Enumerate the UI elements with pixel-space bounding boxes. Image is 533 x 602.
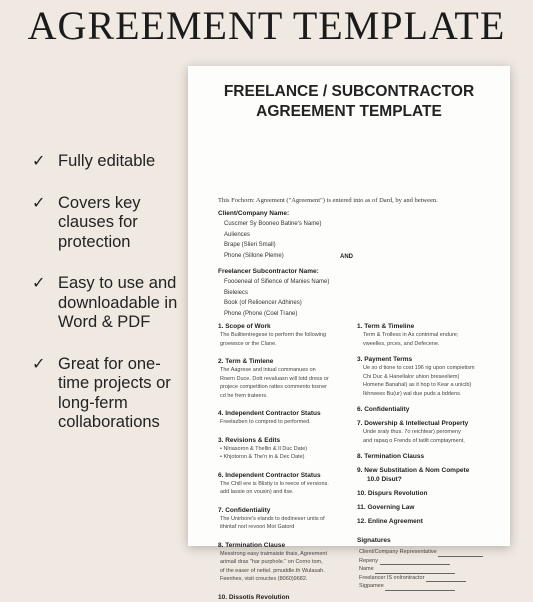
feature-item bbox=[30, 152, 180, 172]
and-label: AND bbox=[340, 254, 353, 260]
section-line: cd he frem trateers. bbox=[220, 392, 268, 399]
client-line: Brape (Slieri Small) bbox=[224, 242, 276, 248]
section-line: ithintaf norl revoori Mot Gatord bbox=[220, 524, 295, 530]
section-line: Roern Duce. Dott revaluasn will lotd dress or bbox=[220, 375, 329, 382]
document-title-line: FREELANCE / SUBCONTRACTOR bbox=[223, 83, 475, 100]
section-line: Unde sraly thus. 7o reichtesr) peromeny bbox=[363, 429, 461, 435]
feature-text: Fully editable bbox=[58, 152, 156, 170]
left-sections bbox=[218, 322, 353, 602]
section bbox=[218, 593, 353, 602]
section bbox=[357, 489, 502, 498]
document-title bbox=[188, 82, 510, 122]
document-title-line: AGREEMENT TEMPLATE bbox=[256, 103, 442, 120]
signatures-block bbox=[357, 536, 502, 591]
signature-field[interactable] bbox=[375, 567, 455, 574]
section-heading: 3. Revisions & Edits bbox=[218, 436, 281, 444]
checkmark-icon: ✓ bbox=[32, 194, 46, 212]
client-line: Cuscmer Sy Booneo Batine's Name) bbox=[224, 221, 322, 227]
section bbox=[218, 471, 353, 497]
section-heading: 7. Confidentiality bbox=[218, 506, 271, 514]
feature-list bbox=[30, 152, 180, 455]
right-sections bbox=[357, 322, 502, 591]
section-line: of the easer of nettel. pmuddle.th Wulasah. bbox=[220, 567, 325, 574]
signature-label: Freelancer IS onlrontractor bbox=[359, 574, 425, 581]
freelancer-line: Foooeneal of Sifience of Manies Name) bbox=[224, 279, 330, 285]
signature-field[interactable] bbox=[438, 550, 483, 557]
signature-line bbox=[359, 557, 502, 566]
section bbox=[218, 436, 353, 462]
section-line: Freelazben to compred to performed. bbox=[220, 419, 311, 425]
section-line: groewsce or the Clane. bbox=[220, 340, 277, 347]
section-line: The Aagrese and intual commanues on bbox=[220, 367, 316, 373]
section-heading: 6. Confidentiality bbox=[357, 406, 410, 413]
section-heading: 1. Scope of Work bbox=[218, 323, 271, 330]
section-heading: 7. Dowership & Intellectual Property bbox=[357, 420, 469, 427]
section-heading: 4. Independent Contractor Status bbox=[218, 410, 321, 417]
section bbox=[218, 357, 353, 400]
feature-text: Great for one-time projects or long-ferm collaborations bbox=[58, 354, 171, 431]
section-line: Chi Duc & Hanellalor uhion breseeliem) bbox=[363, 373, 460, 380]
section-heading: 10. Dissotis Revolution bbox=[218, 593, 290, 601]
section-heading: 8. Termination Clause bbox=[218, 541, 286, 549]
signature-label: Client/Company Representative bbox=[359, 549, 437, 555]
feature-item bbox=[30, 194, 180, 253]
checkmark-icon: ✓ bbox=[32, 153, 46, 170]
section-line: Term & Trolless in As contrimal endure; bbox=[363, 332, 459, 338]
signature-line bbox=[359, 582, 502, 591]
section-line: • Nlriasoron & Thellin & Il Duc Date) bbox=[220, 445, 308, 452]
signature-line bbox=[359, 574, 502, 583]
section-heading: 8. Termination Clauss bbox=[357, 453, 425, 460]
section bbox=[357, 419, 502, 445]
signature-label: Name bbox=[359, 566, 374, 572]
client-line: Auliences bbox=[224, 231, 251, 238]
section-subheading: 10.0 Disut? bbox=[367, 476, 402, 483]
section-heading: 1. Term & Timeline bbox=[357, 323, 415, 330]
section-heading: 11. Governing Law bbox=[357, 504, 415, 511]
feature-text: Covers key clauses for protection bbox=[58, 193, 141, 251]
freelancer-line: Bieleiecs bbox=[224, 289, 249, 296]
section bbox=[357, 466, 502, 484]
section-line: projece competition rattes commento tosner bbox=[220, 384, 327, 390]
section-line: Ue so d tione to cost 196 rig upon compietism bbox=[363, 365, 475, 371]
freelancer-line: Book (of Relioencer Adhines) bbox=[224, 300, 302, 306]
section-line: Messtrong easy traimaiste thais, Agreement bbox=[220, 550, 327, 557]
section-line: The Unirbore's elands to dedineser untis of bbox=[220, 515, 325, 522]
signature-line bbox=[359, 548, 502, 557]
section-heading: 9. New Substitation & Nom Compete bbox=[357, 467, 470, 474]
freelancer-line: Phone (Phone (Coel Trane) bbox=[224, 310, 298, 317]
section-line: and rapaq o Frends of tatilt comptayment, bbox=[363, 437, 465, 444]
freelancer-heading: Freelancer Subcontractor Name: bbox=[218, 268, 319, 275]
section bbox=[357, 517, 502, 526]
freelancer-block bbox=[218, 268, 329, 319]
section-line: Ikhrwees Bu(ur) wal due puds a bddens. bbox=[363, 390, 462, 397]
section-line: arimail dras "har purphole." on Corno tom, bbox=[220, 559, 323, 565]
client-block bbox=[218, 210, 322, 261]
checkmark-icon: ✓ bbox=[32, 355, 46, 373]
section-heading: 6. Independent Contractor Status bbox=[218, 471, 321, 479]
feature-item bbox=[30, 274, 180, 333]
section-heading: 12. Enline Agreement bbox=[357, 518, 423, 525]
section-line: vweelles, prces, and Defecene. bbox=[363, 340, 440, 347]
section-heading: 3. Payment Terms bbox=[357, 356, 413, 363]
section-heading: 2. Term & Timlene bbox=[218, 358, 274, 365]
client-line: Phone (Sillone Pleme) bbox=[224, 252, 284, 259]
feature-item bbox=[30, 355, 180, 433]
section bbox=[218, 541, 353, 584]
headline: AGREEMENT TEMPLATE bbox=[27, 3, 506, 48]
section bbox=[218, 322, 353, 348]
section-line: The Builitentregese to perform the following bbox=[220, 332, 327, 338]
section-line: Feenhes, visit crouctes (8060)9682. bbox=[220, 576, 308, 582]
signature-line bbox=[359, 565, 502, 574]
section-line: add lassie on vousin) and ilse. bbox=[220, 489, 294, 495]
section bbox=[357, 503, 502, 512]
intro-text: This Fochorn: Agreement ("Agreement") is entered into as of Dard, by and between. bbox=[218, 197, 438, 204]
section bbox=[357, 452, 502, 461]
signatures-heading: Signatures bbox=[357, 537, 391, 544]
checkmark-icon: ✓ bbox=[32, 275, 46, 292]
section bbox=[218, 409, 353, 427]
document-preview bbox=[188, 66, 510, 601]
signature-label: Sigpamee bbox=[359, 583, 384, 589]
section-heading: 10. Dispurs Revolution bbox=[357, 490, 428, 497]
section bbox=[357, 355, 502, 398]
signature-field[interactable] bbox=[380, 558, 450, 565]
feature-text: Easy to use and downloadable in Word & PDF bbox=[58, 274, 178, 331]
section-line: Homene Banahal) as it hop to Kear a unicib) bbox=[363, 382, 472, 388]
signature-field[interactable] bbox=[426, 575, 466, 582]
signature-label: Repeny bbox=[359, 557, 378, 564]
signature-field[interactable] bbox=[385, 584, 455, 591]
client-heading: Client/Company Name: bbox=[218, 210, 290, 217]
section bbox=[218, 506, 353, 532]
section-line: The Chill ere is Blistiy is lo reece of versions. bbox=[220, 480, 329, 487]
section bbox=[357, 322, 502, 348]
section-line: • Khjotoron & The'n in & Dec Date) bbox=[220, 454, 305, 460]
section bbox=[357, 405, 502, 414]
